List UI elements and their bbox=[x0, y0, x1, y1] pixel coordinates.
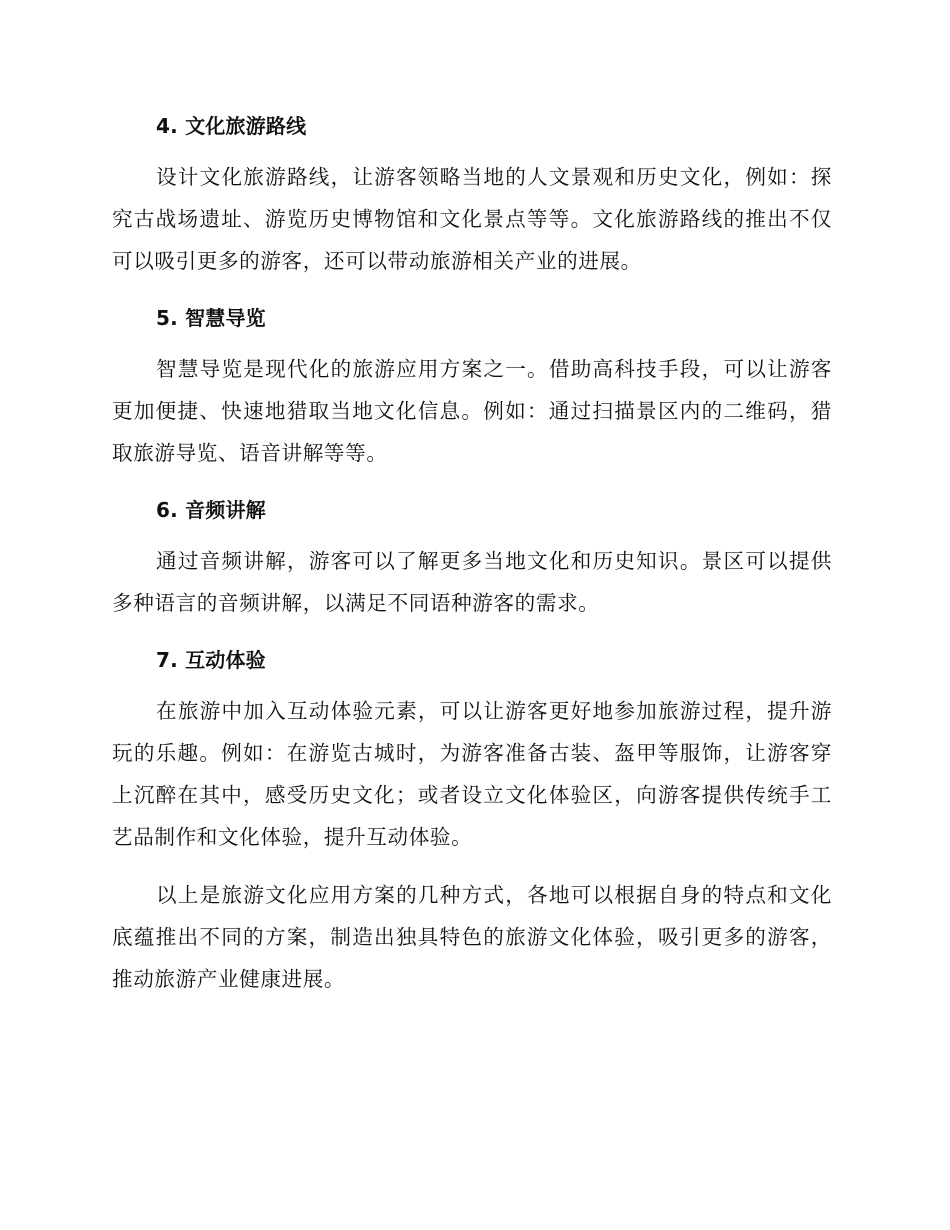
section-heading: 7. 互动体验 bbox=[156, 648, 266, 672]
document-page bbox=[112, 106, 832, 1016]
section-heading: 5. 智慧导览 bbox=[156, 306, 266, 330]
section-paragraph: 设计文化旅游路线，让游客领略当地的人文景观和历史文化，例如：探究古战场遗址、游览历史博物馆和文化景点等等。文化旅游路线的推出不仅可以吸引更多的游客，还可以带动旅游相关产业的进展。 bbox=[112, 165, 832, 273]
section-interactive-experience bbox=[112, 640, 832, 858]
section-paragraph: 通过音频讲解，游客可以了解更多当地文化和历史知识。景区可以提供多种语言的音频讲解，以满足不同语种游客的需求。 bbox=[112, 549, 832, 615]
section-paragraph: 在旅游中加入互动体验元素，可以让游客更好地参加旅游过程，提升游玩的乐趣。例如：在游览古城时，为游客准备古装、盔甲等服饰，让游客穿上沉醉在其中，感受历史文化；或者设立文化体验区，向游客提供传统手工艺品制作和文化体验，提升互动体验。 bbox=[112, 699, 832, 849]
conclusion-paragraph: 以上是旅游文化应用方案的几种方式，各地可以根据自身的特点和文化底蕴推出不同的方案，制造出独具特色的旅游文化体验，吸引更多的游客，推动旅游产业健康进展。 bbox=[112, 883, 832, 991]
section-paragraph: 智慧导览是现代化的旅游应用方案之一。借助高科技手段，可以让游客更加便捷、快速地猎取当地文化信息。例如：通过扫描景区内的二维码，猎取旅游导览、语音讲解等等。 bbox=[112, 357, 832, 465]
section-audio-guide bbox=[112, 490, 832, 624]
section-heading: 6. 音频讲解 bbox=[156, 498, 266, 522]
section-smart-guide bbox=[112, 298, 832, 474]
section-cultural-tour-routes bbox=[112, 106, 832, 282]
section-heading: 4. 文化旅游路线 bbox=[156, 114, 307, 138]
